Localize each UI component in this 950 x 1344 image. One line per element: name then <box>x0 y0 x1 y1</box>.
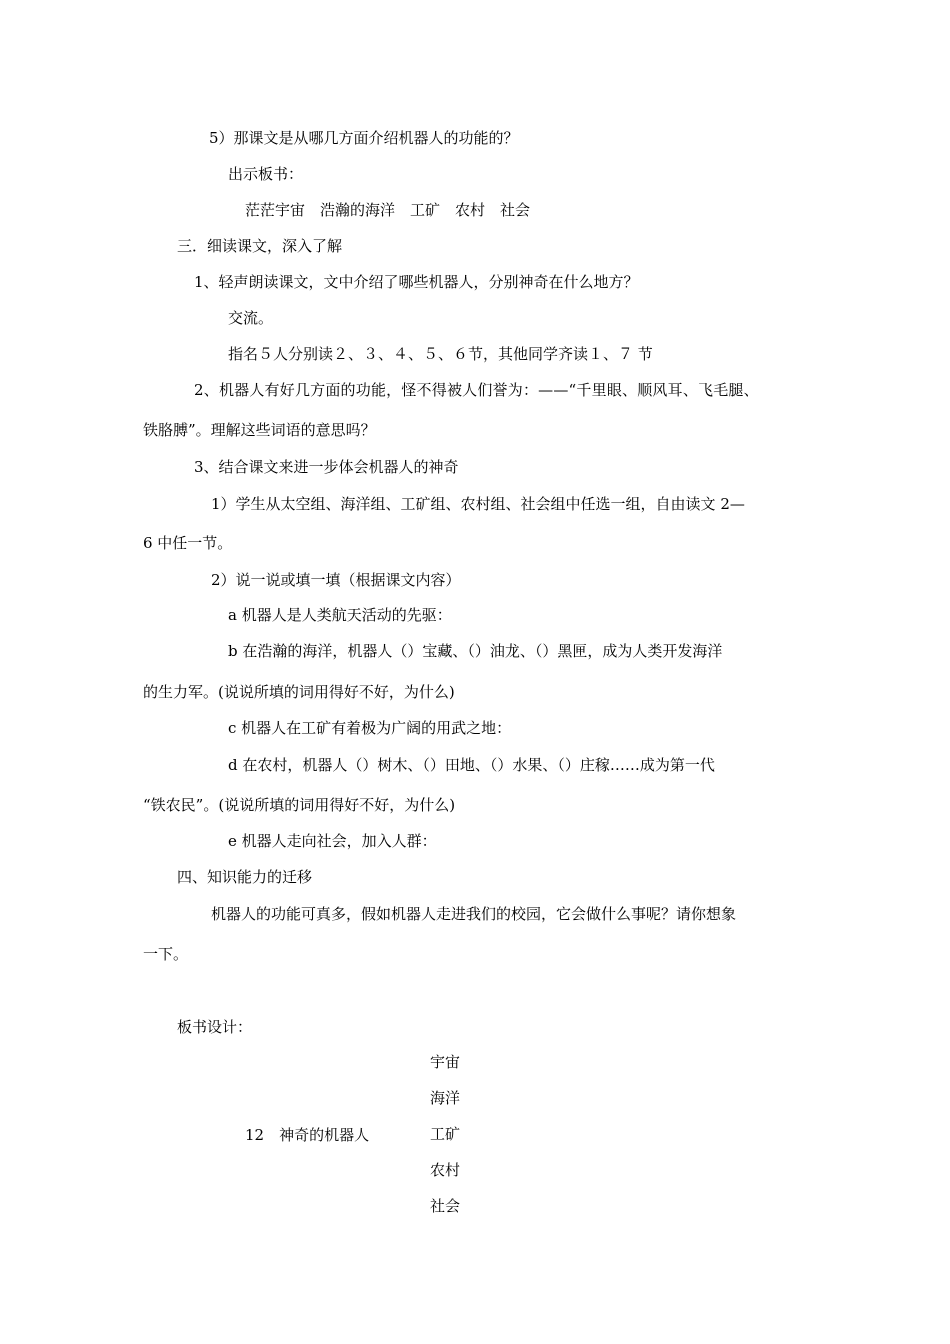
fill-item-b-line-2: 的生力军。(说说所填的词用得好不好，为什么) <box>143 683 455 701</box>
section-3-item-2-line-1: 2、机器人有好几方面的功能，怪不得被人们誉为：——“千里眼、顺风耳、飞毛腿、 <box>194 381 759 399</box>
board-list-item: 农村 <box>430 1161 461 1179</box>
section-4-heading: 四、知识能力的迁移 <box>177 868 313 886</box>
board-design-label: 板书设计： <box>177 1018 253 1036</box>
section-3-item-1: 1、轻声朗读课文，文中介绍了哪些机器人，分别神奇在什么地方？ <box>194 273 639 291</box>
section-4-paragraph-line-1: 机器人的功能可真多，假如机器人走进我们的校园，它会做什么事呢？请你想象 <box>211 905 737 923</box>
board-list-item: 海洋 <box>430 1089 461 1107</box>
board-list-item: 社会 <box>430 1197 461 1215</box>
reading-assignment: 指名５人分别读２、３、４、５、６节，其他同学齐读１、７ 节 <box>228 345 653 363</box>
fill-item-a: a 机器人是人类航天活动的先驱： <box>228 606 452 624</box>
fill-item-c: c 机器人在工矿有着极为广阔的用武之地： <box>228 719 512 737</box>
fill-item-d-line-2: “铁农民”。(说说所填的词用得好不好，为什么) <box>143 796 456 814</box>
fill-item-b-line-1: b 在浩瀚的海洋，机器人（）宝藏、（）油龙、（）黑匣，成为人类开发海洋 <box>228 642 723 660</box>
section-4-paragraph-line-2: 一下。 <box>143 945 189 963</box>
section-3-item-3: 3、结合课文来进一步体会机器人的神奇 <box>194 458 459 476</box>
sub-item-1-line-2: 6 中任一节。 <box>143 534 233 552</box>
section-3-item-2-line-2: 铁胳膊”。理解这些词语的意思吗？ <box>143 421 376 439</box>
board-items-line: 茫茫宇宙 浩瀚的海洋 工矿 农村 社会 <box>245 201 531 219</box>
fill-item-d-line-1: d 在农村，机器人（）树木、（）田地、（）水果、（）庄稼……成为第一代 <box>228 756 715 774</box>
board-list-item: 宇宙 <box>430 1053 461 1071</box>
exchange-text: 交流。 <box>228 309 274 327</box>
board-list-item: 工矿 <box>430 1125 461 1143</box>
board-design-title: 12 神奇的机器人 <box>245 1126 370 1144</box>
sub-item-1-line-1: 1）学生从太空组、海洋组、工矿组、农村组、社会组中任选一组，自由读文 2— <box>211 495 745 513</box>
fill-item-e: e 机器人走向社会，加入人群： <box>228 832 437 850</box>
show-board-label: 出示板书： <box>228 165 304 183</box>
question-5: 5）那课文是从哪几方面介绍机器人的功能的？ <box>209 129 519 147</box>
sub-item-2: 2）说一说或填一填（根据课文内容） <box>211 571 461 589</box>
section-3-heading: 三．细读课文，深入了解 <box>177 237 343 255</box>
